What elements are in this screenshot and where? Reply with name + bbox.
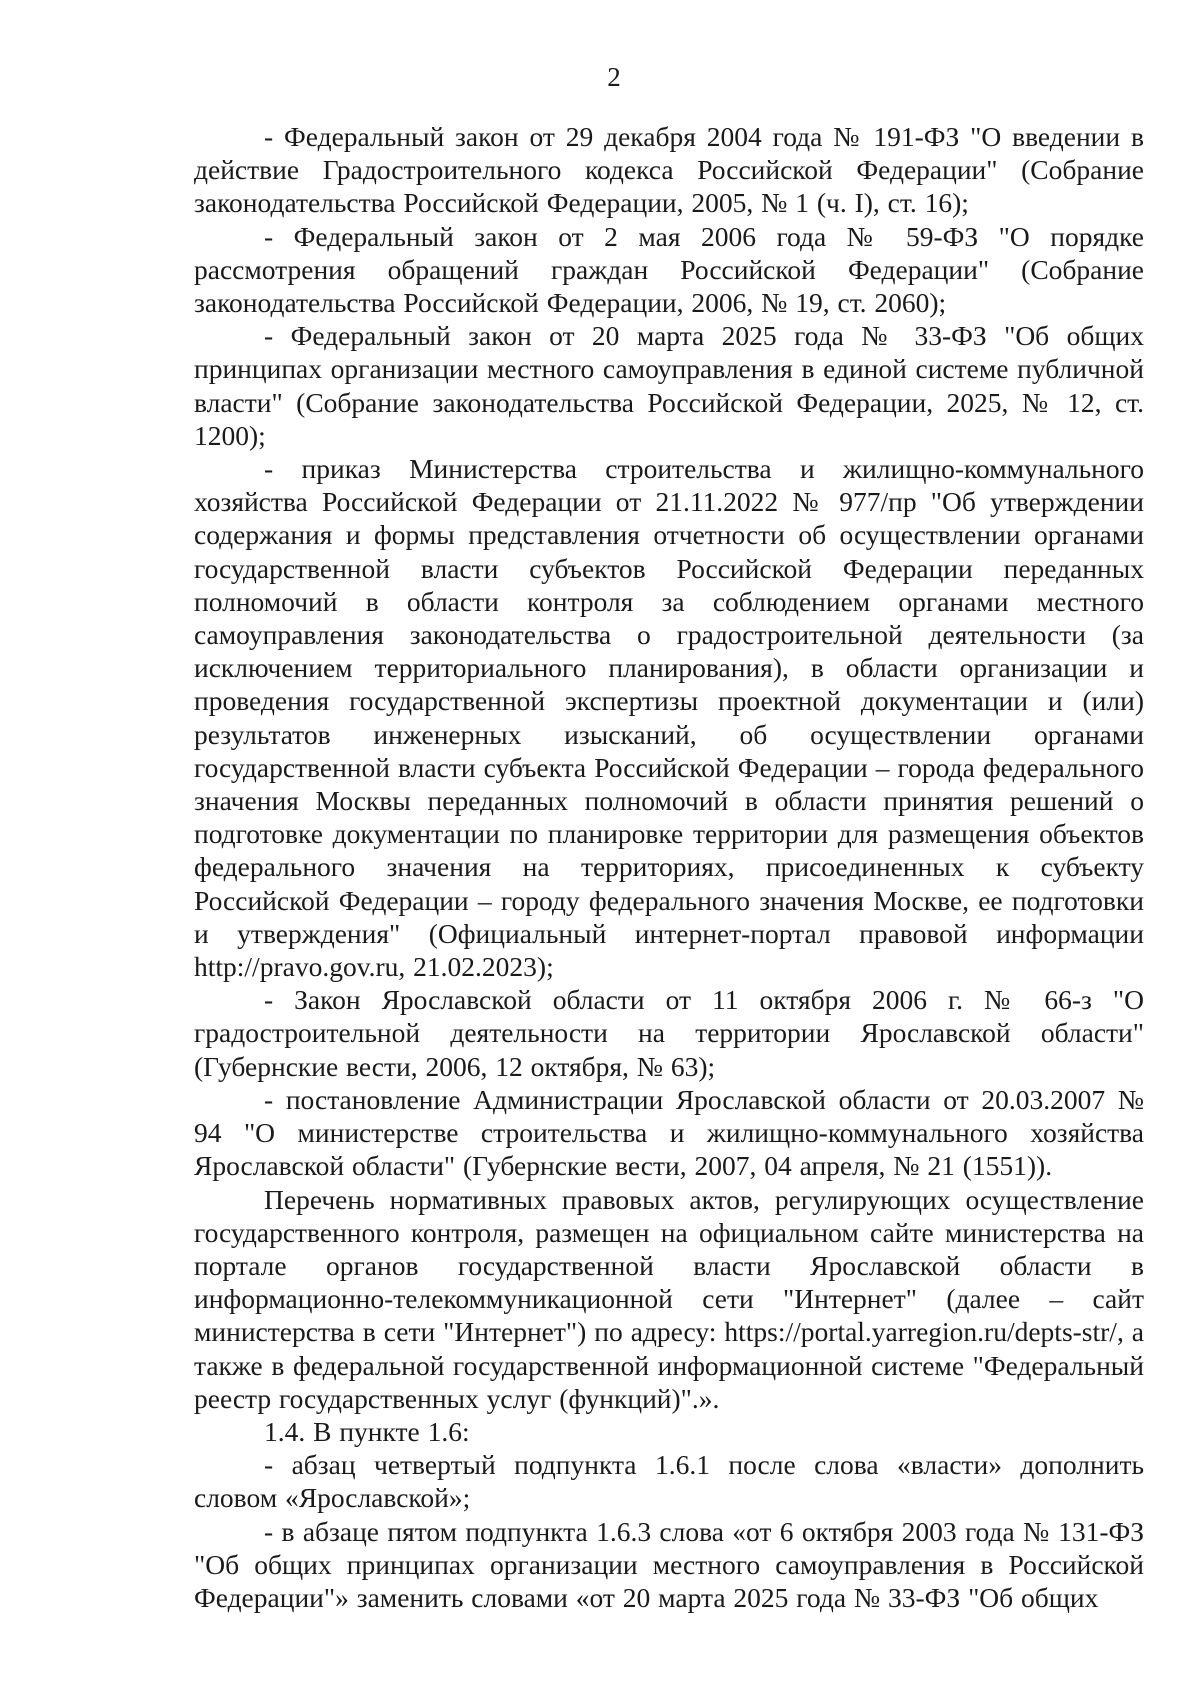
paragraph-fz-191: - Федеральный закон от 29 декабря 2004 года № 191-ФЗ "О введении в действие Градостроительного кодекса Российской Федерации" (Собрание законодательства Российской Федерации, 2005, № 1 (ч. I), ст. 16); xyxy=(194,121,1144,219)
paragraph-order-977: - приказ Министерства строительства и жилищно-коммунального хозяйства Российской Федерации от 21.11.2022 № 977/пр "Об утверждении содержания и формы представления отчетности об осуществлении органами государственной власти субъектов Российской Федерации переданных полномочий в области контроля за соблюдением органами местного самоуправления законодательства о градостроительной деятельности (за исключением территориального планирования), в области организации и проведения государственной экспертизы проектной документации и (или) результатов инженерных изысканий, об осуществлении органами государственной власти субъекта Российской Федерации – города федерального значения Москвы переданных полномочий в области принятия решений о подготовке документации по планировке территории для размещения объектов федерального значения на территориях, присоединенных к субъекту Российской Федерации – городу федерального значения Москве, ее подготовки и утверждения" (Официальный интернет-портал правовой информации http://pravo.gov.ru, 21.02.2023); xyxy=(194,453,1144,983)
paragraph-item-1-4: 1.4. В пункте 1.6: xyxy=(264,1415,470,1447)
paragraph-law-66z: - Закон Ярославской области от 11 октября 2006 г. № 66-з "О градостроительной деятельности на территории Ярославской области" (Губернские вести, 2006, 12 октября, № 63); xyxy=(194,984,1144,1082)
page-number: 2 xyxy=(607,62,621,92)
document-body xyxy=(194,120,1144,1614)
paragraph-acts-list: Перечень нормативных правовых актов, регулирующих осуществление государственного контроля, размещен на официальном сайте министерства на портале органов государственной власти Ярославской области в информационно-телекоммуникационной сети "Интернет" (далее – сайт министерства в сети "Интернет") по адресу: https://portal.yarregion.ru/depts-str/, а также в федеральной государственной информационной системе "Федеральный реестр государственных услуг (функций)".». xyxy=(194,1183,1144,1414)
paragraph-resolution-94: - постановление Администрации Ярославской области от 20.03.2007 № 94 "О министерстве строительства и жилищно-коммунального хозяйства Ярославской области" (Губернские вести, 2007, 04 апреля, № 21 (1551)). xyxy=(194,1083,1144,1182)
paragraph-subitem-1-6-3: - в абзаце пятом подпункта 1.6.3 слова «от 6 октября 2003 года № 131-ФЗ "Об общих принципах организации местного самоуправления в Российской Федерации"» заменить словами «от 20 марта 2025 года № 33-ФЗ "Об общих xyxy=(194,1515,1144,1613)
paragraph-fz-33: - Федеральный закон от 20 марта 2025 года № 33-ФЗ "Об общих принципах организации местного самоуправления в единой системе публичной власти" (Собрание законодательства Российской Федерации, 2025, № 12, ст. 1200); xyxy=(194,320,1144,451)
paragraph-subitem-1-6-1: - абзац четвертый подпункта 1.6.1 после слова «власти» дополнить словом «Ярославской»; xyxy=(194,1449,1144,1514)
paragraph-fz-59: - Федеральный закон от 2 мая 2006 года № 59-ФЗ "О порядке рассмотрения обращений граждан Российской Федерации" (Собрание законодательства Российской Федерации, 2006, № 19, ст. 2060); xyxy=(194,220,1144,319)
